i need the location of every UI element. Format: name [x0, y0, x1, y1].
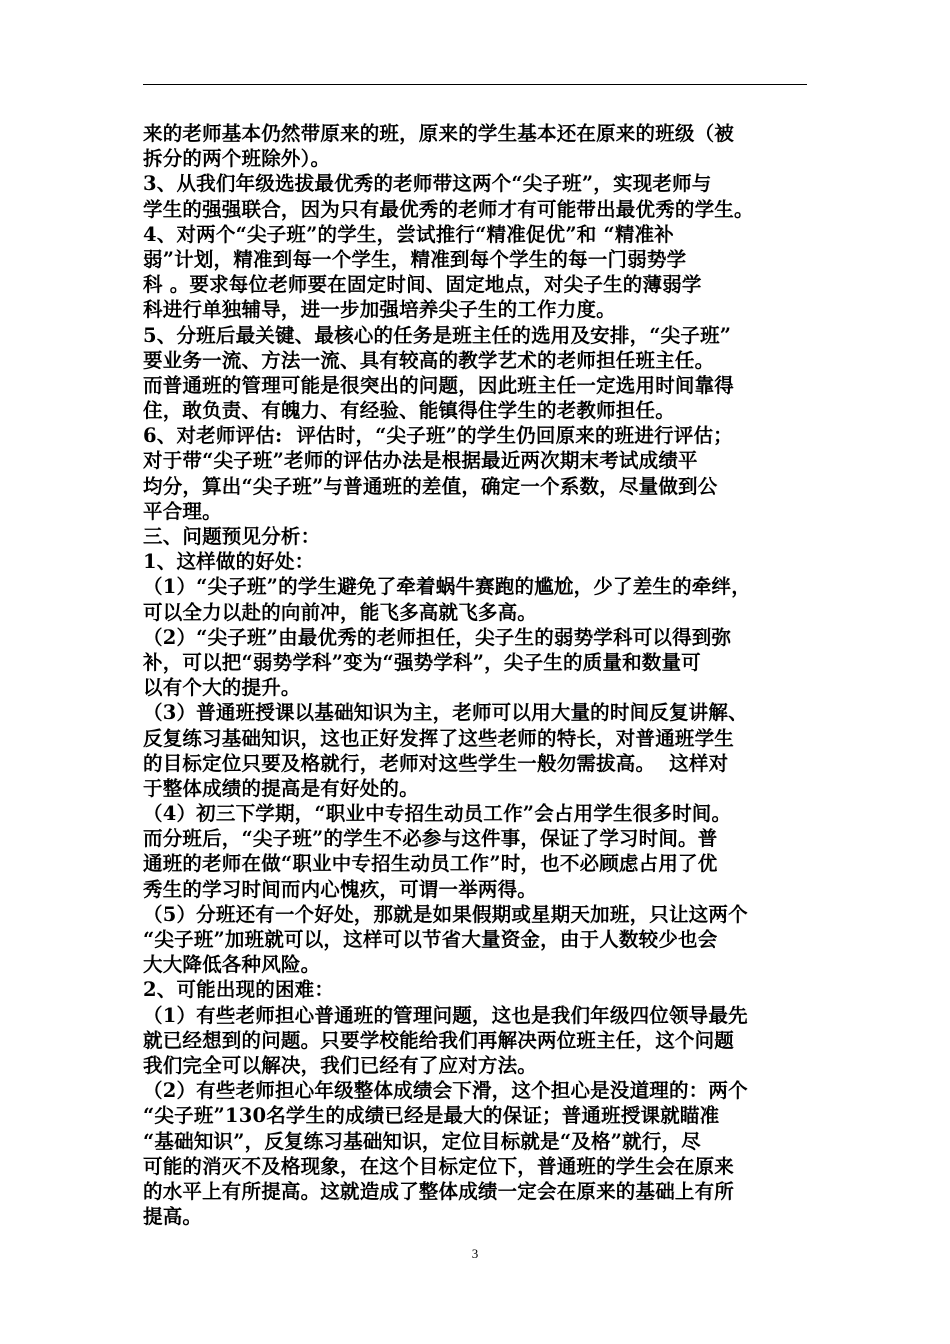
text-line: 对于带“尖子班”老师的评估办法是根据最近两次期末考试成绩平: [143, 449, 698, 473]
text-line: （2）有些老师担心年级整体成绩会下滑，这个担心是没道理的：两个: [143, 1079, 748, 1103]
text-line: 6、对老师评估: 评估时，“尖子班”的学生仍回原来的班进行评估；: [143, 424, 733, 448]
text-line: 4、对两个“尖子班”的学生，尝试推行“精准促优”和 “精准补: [143, 222, 674, 246]
text-line: 住，敢负责、有魄力、有经验、能镇得住学生的老教师担任。: [143, 399, 675, 423]
text-line: （2）“尖子班”由最优秀的老师担任，尖子生的弱势学科可以得到弥: [143, 625, 732, 649]
text-line: （4）初三下学期，“职业中专招生动员工作”会占用学生很多时间。: [143, 802, 732, 826]
text-line: 2、可能出现的困难：: [143, 978, 335, 1002]
text-line: 可能的消灭不及格现象，在这个目标定位下，普通班的学生会在原来: [143, 1154, 735, 1178]
text-line: 大大降低各种风险。: [143, 953, 321, 977]
text-line: 科进行单独辅导，进一步加强培养尖子生的工作力度。: [143, 298, 616, 322]
text-line: 均分，算出“尖子班”与普通班的差值，确定一个系数，尽量做到公: [143, 474, 718, 498]
text-line: 而分班后，“尖子班”的学生不必参与这件事，保证了学习时间。普: [143, 827, 718, 851]
text-line: 反复练习基础知识，这也正好发挥了这些老师的特长，对普通班学生: [143, 726, 735, 750]
page-number: 3: [471, 1246, 479, 1261]
body-text: [143, 121, 819, 1229]
text-line: 要业务一流、方法一流、具有较高的教学艺术的老师担任班主任。: [143, 348, 715, 372]
text-line: 科 。要求每位老师要在固定时间、固定地点，对尖子生的薄弱学: [143, 273, 702, 297]
text-line: 3、从我们年级选拔最优秀的老师带这两个“尖子班”，实现老师与: [143, 172, 712, 196]
text-line: 可以全力以赴的向前冲，能飞多高就飞多高。: [143, 600, 538, 624]
text-line: 补，可以把“弱势学科”变为“强势学科”，尖子生的质量和数量可: [143, 650, 701, 674]
text-line: 1、这样做的好处：: [143, 550, 315, 574]
text-line: 的水平上有所提高。这就造成了整体成绩一定会在原来的基础上有所: [143, 1179, 735, 1203]
text-line: 拆分的两个班除外）。: [143, 147, 331, 171]
text-line: 提高。: [143, 1205, 203, 1229]
text-line: 通班的老师在做“职业中专招生动员工作”时，也不必顾虑占用了优: [143, 852, 718, 876]
text-line: 就已经想到的问题。只要学校能给我们再解决两位班主任，这个问题: [143, 1028, 735, 1052]
text-line: 三、问题预见分析：: [143, 525, 321, 548]
text-line: 来的老师基本仍然带原来的班，原来的学生基本还在原来的班级（被: [143, 122, 735, 145]
text-line: （5）分班还有一个好处，那就是如果假期或星期天加班，只让这两个: [143, 902, 748, 926]
text-line: 5、分班后最关键、最核心的任务是班主任的选用及安排，“尖子班”: [143, 323, 732, 347]
text-line: （3）普通班授课以基础知识为主，老师可以用大量的时间反复讲解、: [143, 701, 748, 725]
text-line: 而普通班的管理可能是很突出的问题，因此班主任一定选用时间靠得: [143, 373, 735, 397]
text-line: 秀生的学习时间而内心愧疚，可谓一举两得。: [143, 877, 538, 901]
text-line: “尖子班”加班就可以，这样可以节省大量资金，由于人数较少也会: [143, 928, 718, 951]
text-line: 平合理。: [143, 499, 222, 523]
text-line: 以有个大的提升。: [143, 676, 301, 700]
text-line: 于整体成绩的提高是有好处的。: [143, 776, 419, 800]
text-line: “基础知识”，反复练习基础知识，定位目标就是“及格”就行，尽: [143, 1129, 701, 1153]
text-line: （1）有些老师担心普通班的管理问题，这也是我们年级四位领导最先: [143, 1003, 748, 1027]
text-line: 的目标定位只要及格就行，老师对这些学生一般勿需拔高。 这样对: [143, 751, 729, 775]
text-line: 我们完全可以解决，我们已经有了应对方法。: [143, 1053, 538, 1077]
text-line: 学生的强强联合，因为只有最优秀的老师才有可能带出最优秀的学生。: [143, 197, 754, 221]
text-line: 弱”计划，精准到每一个学生，精准到每个学生的每一门弱势学: [143, 247, 687, 271]
text-line: （1）“尖子班”的学生避免了牵着蜗牛赛跑的尴尬，少了差生的牵绊，: [143, 575, 751, 599]
header-rule: [143, 84, 807, 85]
text-line: “尖子班”130名学生的成绩已经是最大的保证；普通班授课就瞄准: [143, 1104, 720, 1128]
